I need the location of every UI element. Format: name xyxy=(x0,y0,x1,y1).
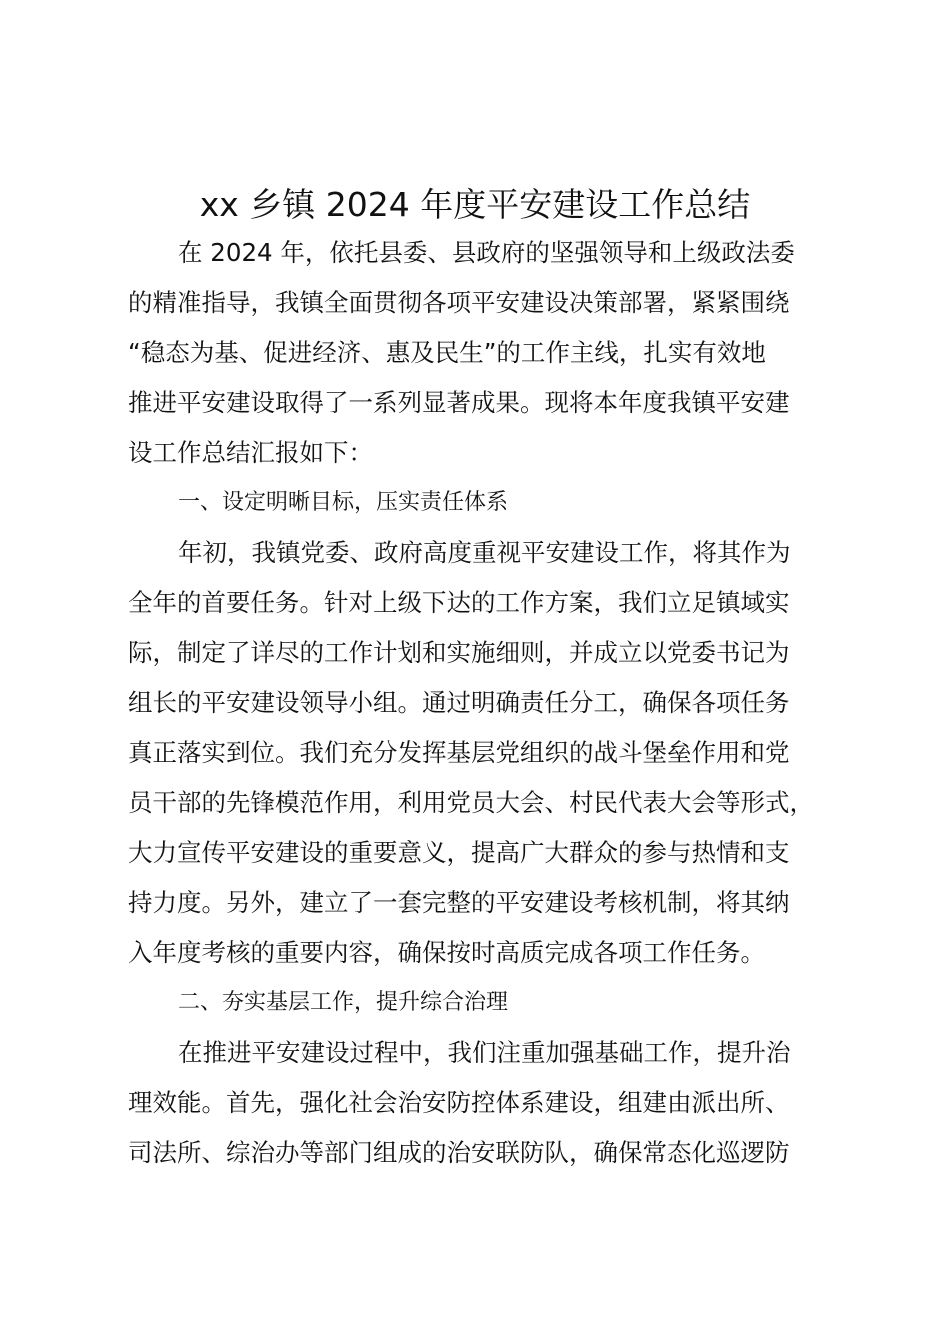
text-line: 年初，我镇党委、政府高度重视平安建设工作，将其作为 xyxy=(178,538,791,567)
text-line: 全年的首要任务。针对上级下达的工作方案，我们立足镇域实 xyxy=(128,588,790,617)
text-line: 入年度考核的重要内容，确保按时高质完成各项工作任务。 xyxy=(128,938,765,967)
text-line: 大力宣传平安建设的重要意义，提高广大群众的参与热情和支 xyxy=(128,838,790,867)
section-heading: 一、设定明晰目标，压实责任体系 xyxy=(178,490,509,515)
intro-paragraph xyxy=(128,228,838,478)
text-line: 的精准指导，我镇全面贯彻各项平安建设决策部署，紧紧围绕 xyxy=(128,288,790,317)
document-body xyxy=(128,228,838,1178)
text-line: 在推进平安建设过程中，我们注重加强基础工作，提升治 xyxy=(178,1038,791,1067)
text-line: 在 2024 年，依托县委、县政府的坚强领导和上级政法委 xyxy=(178,238,795,267)
section-1-paragraph xyxy=(128,528,838,978)
text-line: 际，制定了详尽的工作计划和实施细则，并成立以党委书记为 xyxy=(128,638,790,667)
text-line: 组长的平安建设领导小组。通过明确责任分工，确保各项任务 xyxy=(128,688,790,717)
text-line: 推进平安建设取得了一系列显著成果。现将本年度我镇平安建 xyxy=(128,388,790,417)
document-title: xx 乡镇 2024 年度平安建设工作总结 xyxy=(199,185,751,224)
text-line: 持力度。另外，建立了一套完整的平安建设考核机制，将其纳 xyxy=(128,888,790,917)
text-line: 设工作总结汇报如下： xyxy=(128,438,373,467)
text-line: “稳态为基、促进经济、惠及民生”的工作主线，扎实有效地 xyxy=(128,338,766,367)
section-heading-1 xyxy=(128,478,838,528)
section-heading: 二、夯实基层工作，提升综合治理 xyxy=(178,990,509,1015)
text-line: 员干部的先锋模范作用，利用党员大会、村民代表大会等形式， xyxy=(128,788,814,817)
section-heading-2 xyxy=(128,978,838,1028)
text-line: 理效能。首先，强化社会治安防控体系建设，组建由派出所、 xyxy=(128,1088,790,1117)
section-2-paragraph xyxy=(128,1028,838,1178)
text-line: 真正落实到位。我们充分发挥基层党组织的战斗堡垒作用和党 xyxy=(128,738,790,767)
text-line: 司法所、综治办等部门组成的治安联防队，确保常态化巡逻防 xyxy=(128,1138,790,1167)
